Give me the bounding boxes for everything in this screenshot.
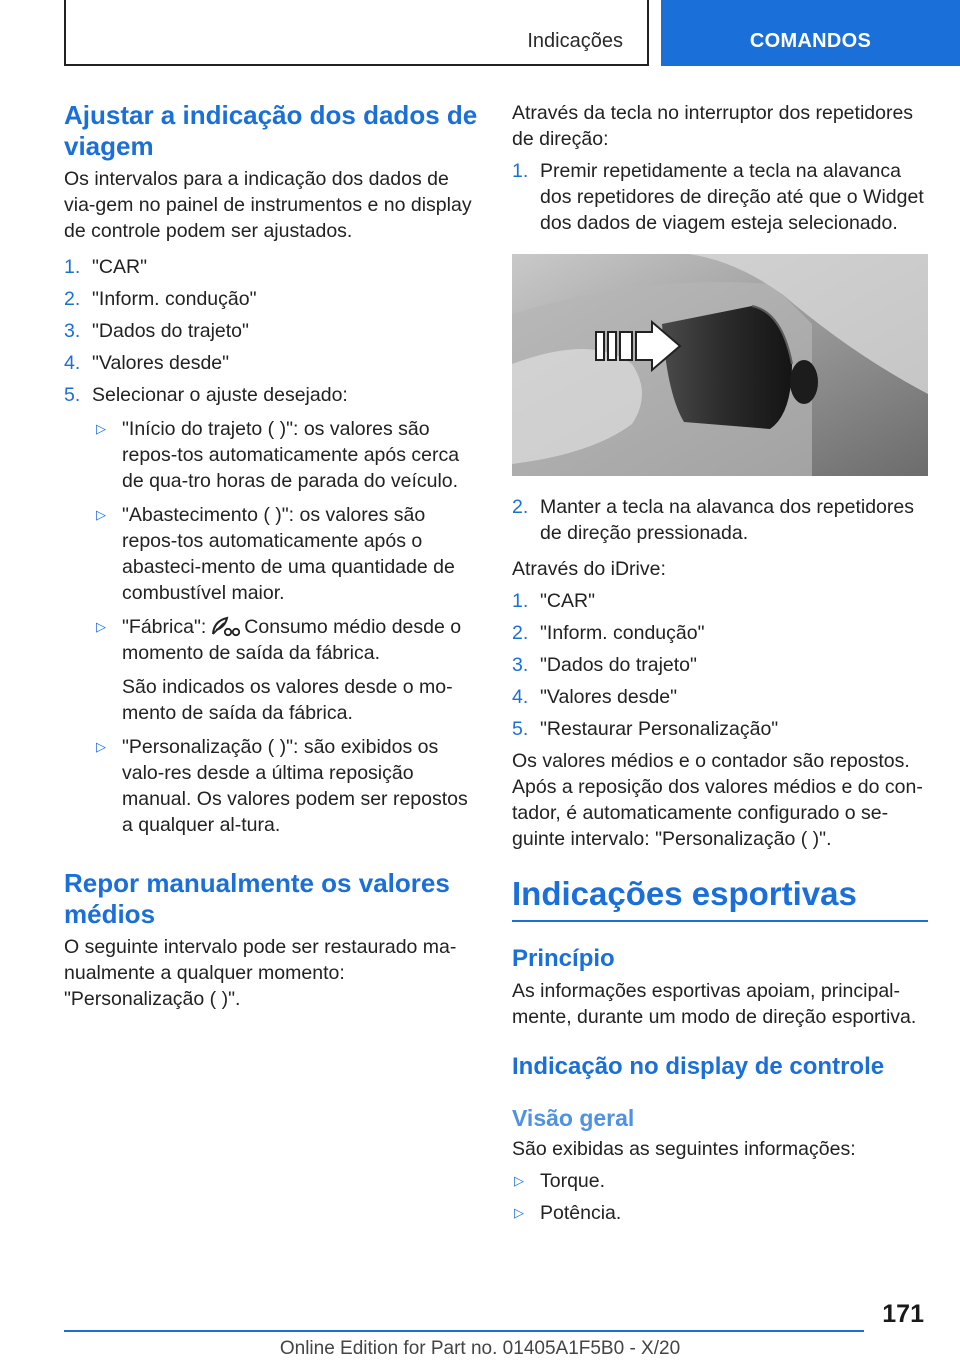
control-display-title: Indicação no display de controle <box>512 1053 885 1080</box>
sport-displays-title: Indicações esportivas <box>512 874 928 922</box>
stalk-intro: Através da tecla no interruptor dos repetidores de direção: <box>512 102 914 150</box>
left-column <box>64 100 482 1012</box>
right-column <box>512 100 928 1226</box>
overview-list <box>512 1168 928 1226</box>
list-item: ▷ Potência. <box>514 1202 622 1224</box>
header-chapter-tab <box>661 0 960 66</box>
option-personalization: ▷ "Personalização ( )": são exibidos os valo-res desde a última reposição manual. Os valores podem ser repostos a qualquer al-tura. <box>96 736 468 836</box>
bullet-icon: ▷ <box>96 421 106 436</box>
step-item: 4. "Valores desde" <box>512 686 678 708</box>
bullet-icon: ▷ <box>96 507 106 522</box>
reset-title: Repor manualmente os valores médios <box>64 868 450 929</box>
step-item: 5. Selecionar o ajuste desejado: ▷ "Início do trajeto ( )": os valores são repos-tos automaticamente após cerca de qua-tro horas de parada do veículo. ▷ "Abastecimento ( )": os valores são repos-tos automaticamente após o abasteci-mento de uma quantidade de combustível maior. ▷ "Fábrica": Consumo médio desde o momento de saída da fábrica. São indicados os valores desde o mo-mento de saída da fábrica. ▷ "Personalização ( )": são exibidos os valo-res desde a última reposição manual. Os valores podem ser repostos a qualquer al-tura. <box>64 382 482 838</box>
footer-divider <box>64 1330 864 1332</box>
option-trip-start: ▷ "Início do trajeto ( )": os valores são repos-tos automaticamente após cerca de qua-tro horas de parada do veículo. <box>96 418 460 492</box>
step-item: 2. Manter a tecla na alavanca dos repetidores de direção pressionada. <box>512 496 914 544</box>
bullet-icon: ▷ <box>514 1205 524 1220</box>
step-item: 3. "Dados do trajeto" <box>64 320 249 342</box>
step-item: 5. "Restaurar Personalização" <box>512 718 779 740</box>
step-item: 2. "Inform. condução" <box>512 622 705 644</box>
factory-option-note: São indicados os valores desde o mo-mento de saída da fábrica. <box>122 676 453 724</box>
step-item: 2. "Inform. condução" <box>64 288 257 310</box>
step-item: 1. "CAR" <box>512 590 596 612</box>
trip-data-steps <box>64 254 482 838</box>
idrive-result: Os valores médios e o contador são repostos. Após a reposição dos valores médios e do con-tador, é automaticamente configurado o se-guinte intervalo: "Personalização ( )". <box>512 750 923 850</box>
trip-data-intro: Os intervalos para a indicação dos dados de via-gem no painel de instrumentos e no display de controle podem ser ajustados. <box>64 168 472 242</box>
stalk-steps-b <box>512 494 928 546</box>
principle-text: As informações esportivas apoiam, principal-mente, durante um modo de direção esportiva. <box>512 980 917 1028</box>
overview-title: Visão geral <box>512 1105 635 1131</box>
list-item: ▷ Torque. <box>514 1170 606 1192</box>
turn-signal-stalk-figure <box>512 254 928 476</box>
stalk-illustration <box>512 254 928 476</box>
stalk-steps-a <box>512 158 928 236</box>
step-item: 4. "Valores desde" <box>64 352 230 374</box>
interval-options <box>92 416 482 838</box>
option-refuel: ▷ "Abastecimento ( )": os valores são repos-tos automaticamente após o abasteci-mento de uma quantidade de combustível maior. <box>96 504 455 604</box>
header-section-box <box>64 0 649 66</box>
step-item: 3. "Dados do trajeto" <box>512 654 697 676</box>
option-factory: ▷ "Fábrica": Consumo médio desde o momento de saída da fábrica. São indicados os valores desde o mo-mento de saída da fábrica. <box>92 614 482 726</box>
reset-text: O seguinte intervalo pode ser restaurado ma-nualmente a qualquer momento: "Personalização ( )". <box>64 936 457 1010</box>
header-chapter-label: COMANDOS <box>749 30 872 52</box>
step-item: 1. "CAR" <box>64 256 148 278</box>
idrive-intro: Através do iDrive: <box>512 558 666 580</box>
bullet-icon: ▷ <box>96 619 106 634</box>
bullet-icon: ▷ <box>514 1173 524 1188</box>
eco-pro-icon <box>210 615 240 637</box>
idrive-steps <box>512 588 928 742</box>
overview-text: São exibidas as seguintes informações: <box>512 1138 856 1160</box>
page-number: 171 <box>882 1300 924 1328</box>
principle-title: Princípio <box>512 945 615 972</box>
header-section-label: Indicações <box>527 30 623 52</box>
trip-data-title: Ajustar a indicação dos dados de viagem <box>64 100 478 161</box>
step-item: 1. Premir repetidamente a tecla na alavanca dos repetidores de direção até que o Widget dos dados de viagem esteja selecionado. <box>512 160 924 234</box>
footer-edition: Online Edition for Part no. 01405A1F5B0 - X/20 <box>279 1338 681 1359</box>
bullet-icon: ▷ <box>96 739 106 754</box>
